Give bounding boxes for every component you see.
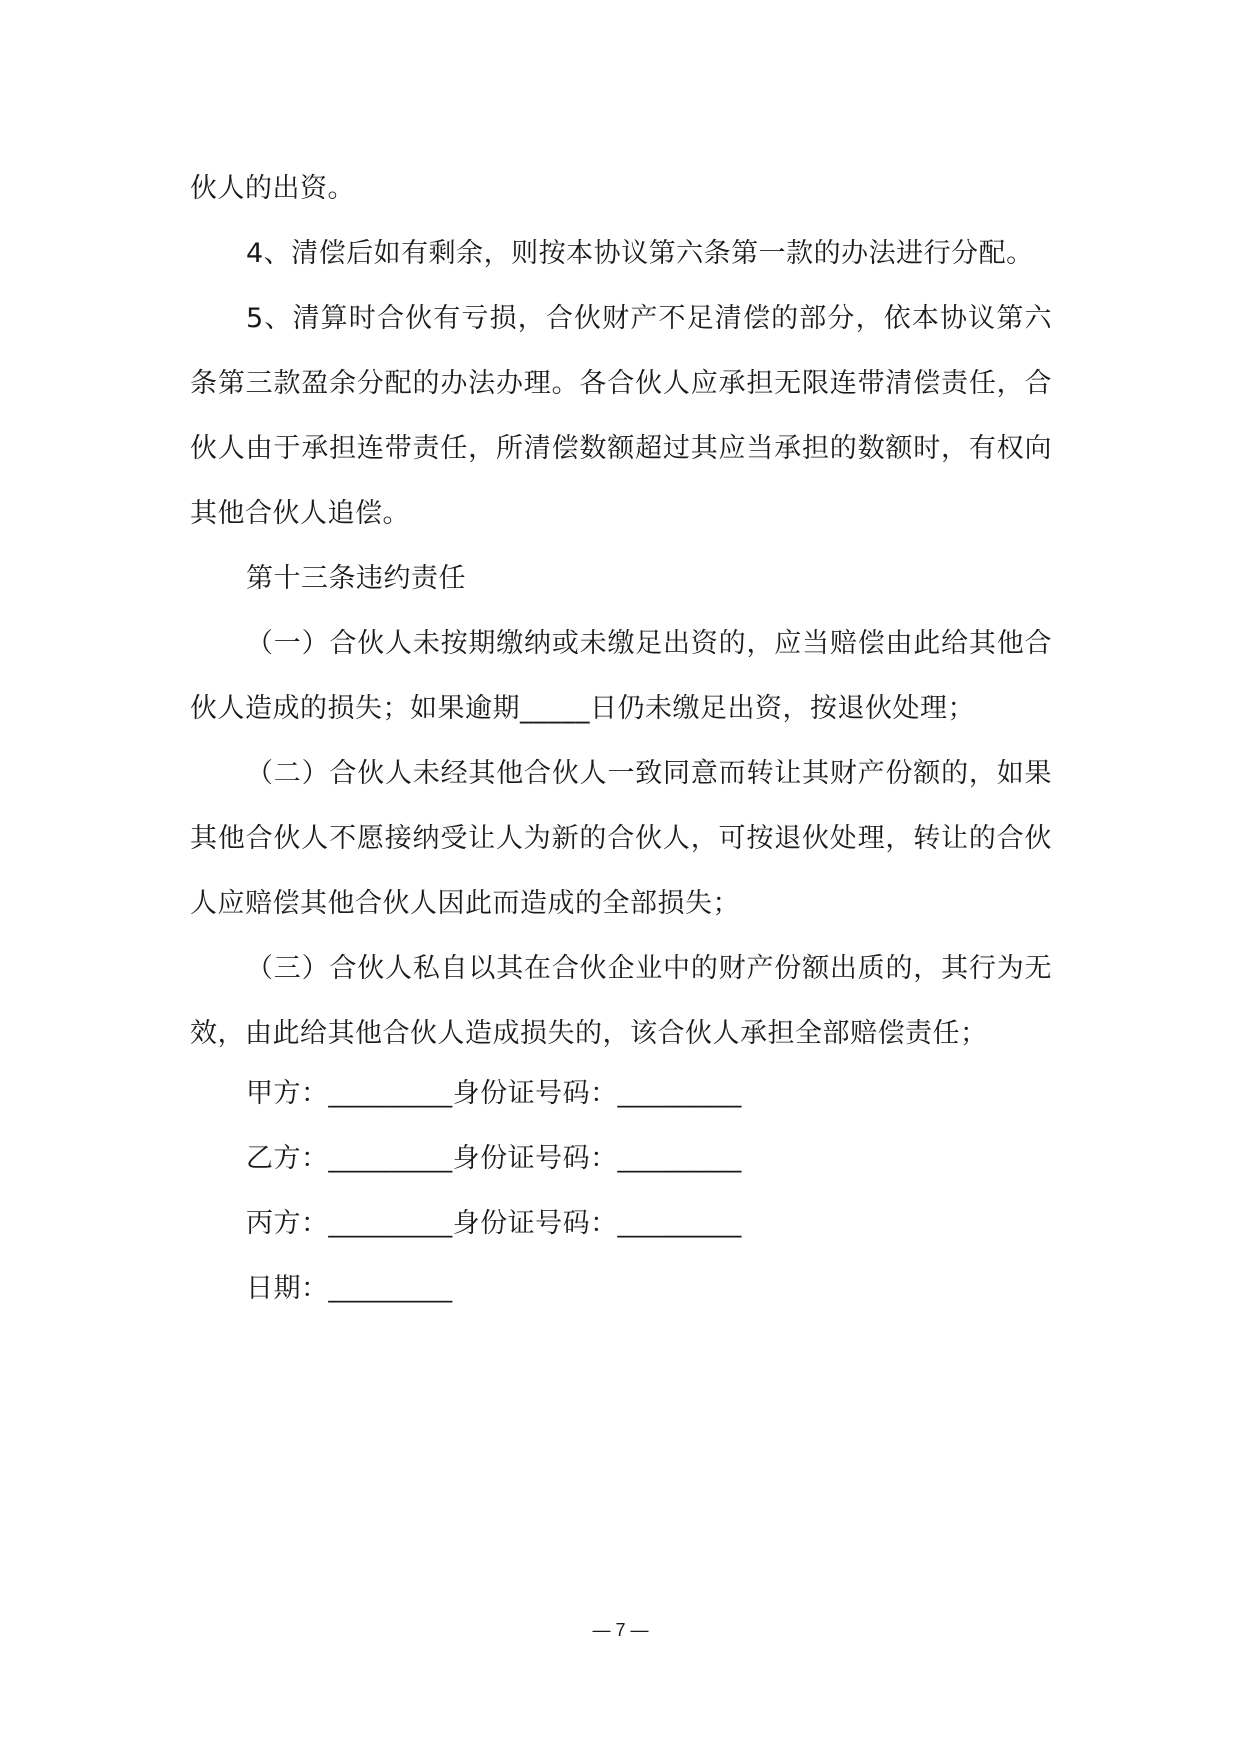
- id-number-label: 身份证号码：: [452, 1078, 618, 1109]
- date-blank[interactable]: ________: [328, 1273, 453, 1303]
- article-13-heading: 第十三条违约责任: [246, 563, 466, 594]
- id-number-blank[interactable]: ________: [617, 1208, 742, 1238]
- paragraph-item-3: （三）合伙人私自以其在合伙企业中的财产份额出质的，其行为无效，由此给其他合伙人造成损失的，该合伙人承担全部赔偿责任；: [190, 953, 1052, 1049]
- paragraph-continuation: 伙人的出资。: [190, 173, 355, 204]
- id-number-blank[interactable]: ________: [617, 1078, 742, 1108]
- signature-line-party-c: [246, 1191, 742, 1256]
- date-line: [246, 1256, 742, 1321]
- id-number-label: 身份证号码：: [452, 1208, 618, 1239]
- paragraph-clause-4: 4、清偿后如有剩余，则按本协议第六条第一款的办法进行分配。: [246, 238, 1034, 269]
- id-number-blank[interactable]: ________: [617, 1143, 742, 1173]
- party-label: 丙方：: [246, 1208, 329, 1239]
- party-name-blank[interactable]: ________: [328, 1078, 453, 1108]
- signature-line-party-a: [246, 1061, 742, 1126]
- page-number: — 7 —: [592, 1620, 649, 1640]
- paragraph-item-1: （一）合伙人未按期缴纳或未缴足出资的，应当赔偿由此给其他合伙人造成的损失；如果逾期_____日仍未缴足出资，按退伙处理；: [190, 628, 1052, 724]
- id-number-label: 身份证号码：: [452, 1143, 618, 1174]
- party-label: 乙方：: [246, 1143, 329, 1174]
- party-name-blank[interactable]: ________: [328, 1208, 453, 1238]
- paragraph-clause-5: 5、清算时合伙有亏损，合伙财产不足清偿的部分，依本协议第六条第三款盈余分配的办法办理。各合伙人应承担无限连带清偿责任，合伙人由于承担连带责任，所清偿数额超过其应当承担的数额时，有权向其他合伙人追偿。: [190, 303, 1052, 529]
- body-text: [190, 156, 1052, 1066]
- party-label: 甲方：: [246, 1078, 329, 1109]
- party-name-blank[interactable]: ________: [328, 1143, 453, 1173]
- date-label: 日期：: [246, 1273, 329, 1304]
- signature-line-party-b: [246, 1126, 742, 1191]
- paragraph-item-2: （二）合伙人未经其他合伙人一致同意而转让其财产份额的，如果其他合伙人不愿接纳受让人为新的合伙人，可按退伙处理，转让的合伙人应赔偿其他合伙人因此而造成的全部损失；: [190, 758, 1052, 919]
- signature-block: [246, 1061, 742, 1321]
